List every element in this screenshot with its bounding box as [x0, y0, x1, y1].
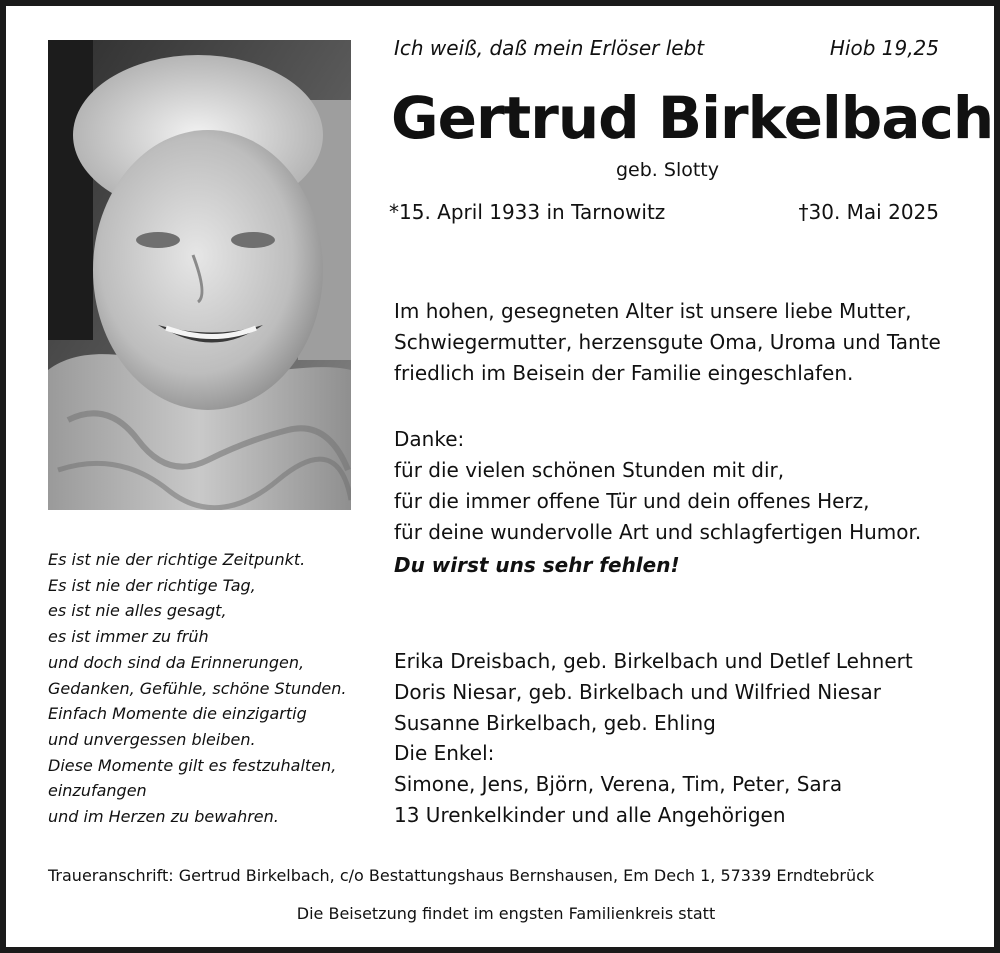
burial-note: Die Beisetzung findet im engsten Familienkreis statt — [296, 904, 716, 923]
portrait-photo — [48, 40, 351, 510]
poem-line: und unvergessen bleiben. — [48, 729, 256, 749]
poem-line: Diese Momente gilt es festzuhalten, — [48, 755, 337, 775]
thanks-line: für die immer offene Tür und dein offenes Herz, — [394, 489, 870, 513]
birth-info: *15. April 1933 in Tarnowitz — [389, 200, 666, 224]
family-list — [394, 646, 913, 831]
maiden-name: geb. Slotty — [616, 159, 719, 181]
death-info: †30. Mai 2025 — [798, 200, 939, 224]
poem-line: Es ist nie der richtige Zeitpunkt. — [48, 550, 306, 569]
poem-line: Einfach Momente die einzigartig — [48, 704, 307, 724]
thanks-line: für die vielen schönen Stunden mit dir, — [394, 458, 785, 482]
deceased-name: Gertrud Birkelbach — [391, 84, 994, 152]
announcement-line: Schwiegermutter, herzensgute Oma, Uroma und Tante — [394, 330, 941, 354]
poem-line: Es ist nie der richtige Tag, — [48, 575, 256, 595]
poem — [48, 547, 346, 830]
thanks-text — [394, 424, 921, 548]
poem-line: es ist immer zu früh — [48, 627, 209, 647]
poem-line: Gedanken, Gefühle, schöne Stunden. — [48, 678, 347, 698]
motto: Ich weiß, daß mein Erlöser lebt — [394, 36, 705, 60]
family-line: 13 Urenkelkinder und alle Angehörigen — [394, 802, 786, 827]
poem-line: es ist nie alles gesagt, — [48, 601, 227, 621]
thanks-line: für deine wundervolle Art und schlagfertigen Humor. — [394, 520, 922, 544]
closing-line: Du wirst uns sehr fehlen! — [394, 553, 680, 577]
poem-line: einzufangen — [48, 781, 147, 801]
bible-reference: Hiob 19,25 — [829, 36, 939, 60]
announcement-text — [394, 296, 941, 389]
announcement-line: friedlich im Beisein der Familie eingeschlafen. — [394, 361, 854, 385]
poem-line: und doch sind da Erinnerungen, — [48, 652, 305, 672]
family-line: Simone, Jens, Björn, Verena, Tim, Peter, Sara — [394, 772, 843, 797]
poem-line: und im Herzen zu bewahren. — [48, 807, 279, 827]
mourning-address: Traueranschrift: Gertrud Birkelbach, c/o Bestattungshaus Bernshausen, Em Dech 1, 57339 Erndtebrück — [48, 866, 875, 885]
family-line: Erika Dreisbach, geb. Birkelbach und Detlef Lehnert — [394, 649, 913, 673]
family-line: Doris Niesar, geb. Birkelbach und Wilfried Niesar — [394, 679, 882, 704]
family-line: Die Enkel: — [394, 741, 495, 766]
family-line: Susanne Birkelbach, geb. Ehling — [394, 710, 716, 735]
announcement-line: Im hohen, gesegneten Alter ist unsere liebe Mutter, — [394, 299, 912, 323]
thanks-line: Danke: — [394, 427, 465, 451]
